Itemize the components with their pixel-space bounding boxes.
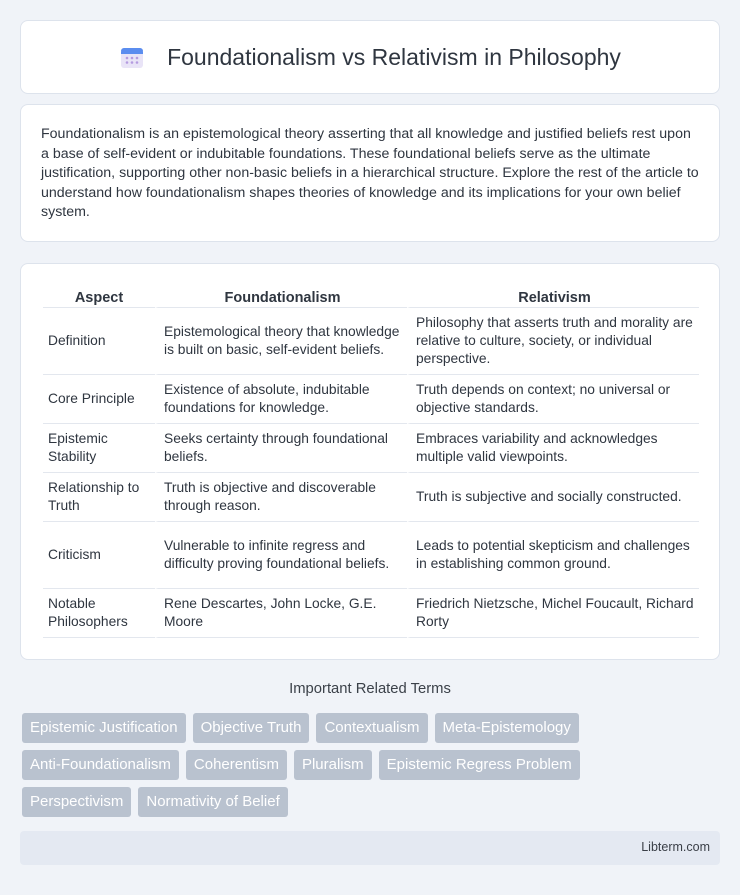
tag-row (22, 713, 722, 743)
tag-contextualism[interactable]: Contextualism (316, 713, 427, 743)
row-relativism: Leads to potential skepticism and challenges in establishing common ground. (407, 522, 699, 589)
table-row (43, 522, 699, 589)
comparison-table (43, 286, 699, 638)
calendar-icon (119, 44, 145, 70)
row-foundationalism: Epistemological theory that knowledge is built on basic, self-evident beliefs. (155, 308, 407, 375)
header-relativism: Relativism (407, 286, 699, 308)
row-foundationalism: Seeks certainty through foundational beliefs. (155, 424, 407, 473)
row-foundationalism: Rene Descartes, John Locke, G.E. Moore (155, 589, 407, 638)
tag-perspectivism[interactable]: Perspectivism (22, 787, 131, 817)
row-relativism: Philosophy that asserts truth and morality are relative to culture, society, or individual perspective. (407, 308, 699, 375)
header-foundationalism: Foundationalism (155, 286, 407, 308)
table-row (43, 308, 699, 375)
tag-coherentism[interactable]: Coherentism (186, 750, 287, 780)
footer-site-link[interactable]: Libterm.com (641, 840, 710, 854)
related-terms-list (22, 713, 722, 824)
intro-text: Foundationalism is an epistemological theory asserting that all knowledge and justified beliefs rest upon a base of self-evident or indubitable foundations. These foundational beliefs serve as the ultimate justification, supporting other non-basic beliefs in a hierarchical structure. Explore the rest of the article to understand how foundationalism shapes theories of knowledge and its implications for your own belief system. (41, 126, 699, 221)
tag-meta-epistemology[interactable]: Meta-Epistemology (435, 713, 579, 743)
tag-objective-truth[interactable]: Objective Truth (193, 713, 310, 743)
tag-epistemic-justification[interactable]: Epistemic Justification (22, 713, 186, 743)
row-relativism: Friedrich Nietzsche, Michel Foucault, Richard Rorty (407, 589, 699, 638)
row-aspect: Core Principle (43, 375, 155, 424)
page-header (20, 20, 720, 94)
comparison-table-card (20, 263, 720, 660)
row-aspect: Criticism (43, 522, 155, 589)
tag-normativity-of-belief[interactable]: Normativity of Belief (138, 787, 287, 817)
header-aspect: Aspect (43, 286, 155, 308)
intro-section (20, 104, 720, 242)
table-row (43, 589, 699, 638)
tag-row (22, 750, 722, 780)
tag-anti-foundationalism[interactable]: Anti-Foundationalism (22, 750, 179, 780)
table-row (43, 424, 699, 473)
row-aspect: Notable Philosophers (43, 589, 155, 638)
related-terms-title: Important Related Terms (289, 681, 451, 697)
footer (20, 831, 720, 865)
tag-row (22, 787, 722, 817)
row-relativism: Truth is subjective and socially constructed. (407, 473, 699, 522)
row-foundationalism: Truth is objective and discoverable through reason. (155, 473, 407, 522)
page-title: Foundationalism vs Relativism in Philosophy (167, 43, 621, 70)
row-foundationalism: Vulnerable to infinite regress and difficulty proving foundational beliefs. (155, 522, 407, 589)
row-relativism: Embraces variability and acknowledges multiple valid viewpoints. (407, 424, 699, 473)
table-row (43, 375, 699, 424)
tag-pluralism[interactable]: Pluralism (294, 750, 372, 780)
row-aspect: Relationship to Truth (43, 473, 155, 522)
row-foundationalism: Existence of absolute, indubitable foundations for knowledge. (155, 375, 407, 424)
row-aspect: Definition (43, 308, 155, 375)
tag-epistemic-regress-problem[interactable]: Epistemic Regress Problem (379, 750, 580, 780)
row-relativism: Truth depends on context; no universal or objective standards. (407, 375, 699, 424)
table-row (43, 473, 699, 522)
table-header-row (43, 286, 699, 308)
row-aspect: Epistemic Stability (43, 424, 155, 473)
